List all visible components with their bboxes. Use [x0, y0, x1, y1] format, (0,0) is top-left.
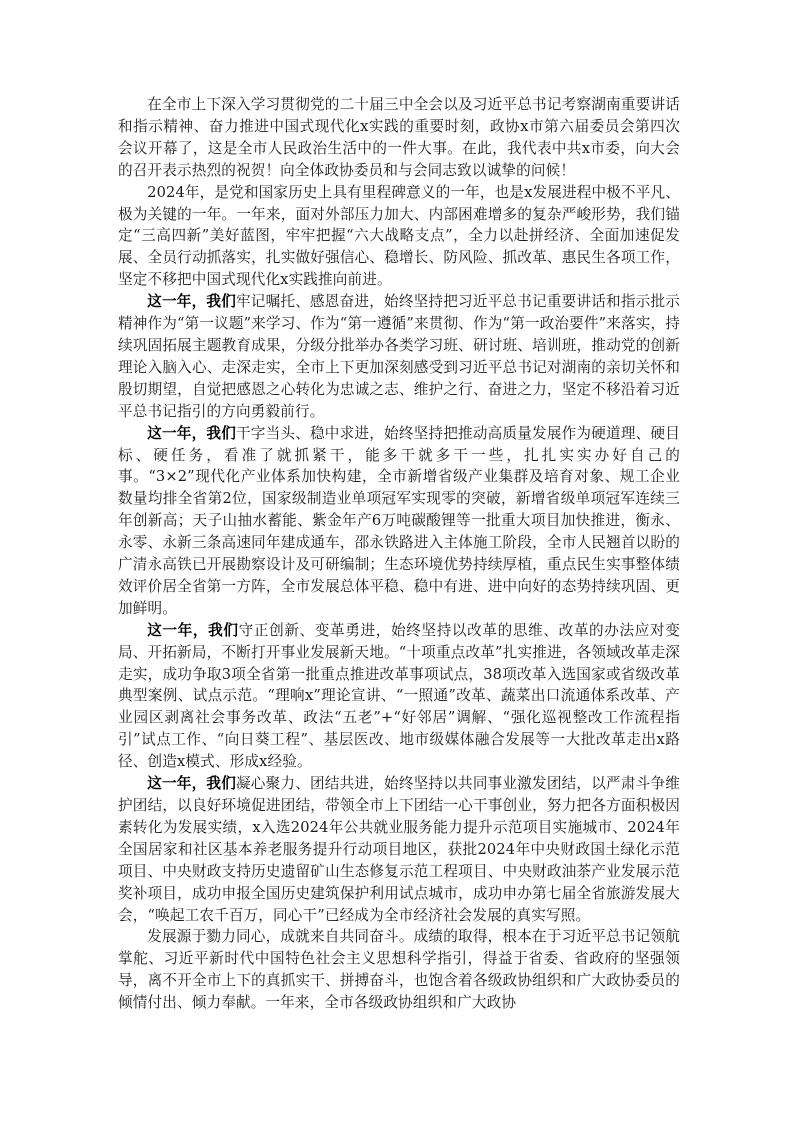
paragraph-opening — [118, 94, 680, 182]
paragraph-development — [118, 423, 680, 620]
paragraph-lead: 这一年，我们 — [147, 293, 236, 311]
paragraph-text: 发展源于勠力同心，成就来自共同奋斗。成绩的取得，根本在于习近平总书记领航掌舵、习近平新时代中国特色社会主义思想科学指引，得益于省委、省政府的坚强领导，离不开全市上下的真抓实干、拼搏奋斗，也饱含着各级政协组织和广大政协委员的倾情付出、倾力奉献。一年来，全市各级政协组织和广大政协 — [118, 928, 680, 1012]
paragraph-achievements — [118, 926, 680, 1014]
paragraph-gratitude — [118, 291, 680, 422]
paragraph-text: 牢记嘱托、感恩奋进，始终坚持把习近平总书记重要讲话和指示批示精神作为“第一议题”来学习、作为“第一遵循”来贯彻、作为“第一政治要件”来落实，持续巩固拓展主题教育成果，分级分批举办各类学习班、研讨班、培训班，推动党的创新理论入脑入心、走深走实，全市上下更加深刻感受到习近平总书记对湖南的亲切关怀和殷切期望，自觉把感恩之心转化为忠诚之志、维护之行、奋进之力，坚定不移沿着习近平总书记指引的方向勇毅前行。 — [118, 293, 680, 420]
paragraph-lead: 这一年，我们 — [147, 621, 239, 639]
paragraph-text: 2024年，是党和国家历史上具有里程碑意义的一年，也是x发展进程中极不平凡、极为关键的一年。一年来，面对外部压力加大、内部困难增多的复杂严峻形势，我们锚定“三高四新”美好蓝图，牢牢把握“六大战略支点”，全力以赴拼经济、全面加速促发展、全员行动抓落实，扎实做好强信心、稳增长、防风险、抓改革、惠民生各项工作，坚定不移把中国式现代化x实践推向前进。 — [118, 183, 680, 289]
paragraph-text: 凝心聚力、团结共进，始终坚持以共同事业激发团结，以严肃斗争维护团结，以良好环境促进团结，带领全市上下团结一心干事创业，努力把各方面积极因素转化为发展实绩，x入选2024年公共就业服务能力提升示范项目实施城市、2024年全国居家和社区基本养老服务提升行动项目地区，获批2024年中央财政国土绿化示范项目、中央财政支持历史遗留矿山生态修复示范工程项目、中央财政油茶产业发展示范奖补项目，成功申报全国历史建筑保护利用试点城市，成功申办第七届全省旅游发展大会，“唤起工农千百万，同心干”已经成为全市经济社会发展的真实写照。 — [118, 775, 680, 924]
paragraph-lead: 这一年，我们 — [147, 424, 236, 442]
paragraph-text: 守正创新、变革勇进，始终坚持以改革的思维、改革的办法应对变局、开拓新局，不断打开事业发展新天地。“十项重点改革”扎实推进，各领域改革走深走实，成功争取3项全省第一批重点推进改革事项试点，38项改革入选国家或省级改革典型案例、试点示范。“理响x”理论宣讲、“一照通”改革、蔬菜出口流通体系改革、产业园区剥离社会事务改革、政法“五老”+“好邻居”调解、“强化巡视整改工作流程指引”试点工作、“向日葵工程”、基层医改、地市级媒体融合发展等一大批改革走出x路径、创造x模式、形成x经验。 — [118, 621, 680, 771]
paragraph-reform — [118, 620, 680, 773]
paragraph-unity — [118, 773, 680, 926]
paragraph-2024-overview — [118, 182, 680, 292]
document-page — [118, 94, 680, 1014]
paragraph-lead: 这一年，我们 — [147, 775, 236, 793]
paragraph-text: 在全市上下深入学习贯彻党的二十届三中全会以及习近平总书记考察湖南重要讲话和指示精神、奋力推进中国式现代化x实践的重要时刻，政协x市第六届委员会第四次会议开幕了，这是全市人民政治生活中的一件大事。在此，我代表中共x市委，向大会的召开表示热烈的祝贺！向全体政协委员和与会同志致以诚挚的问候！ — [118, 96, 680, 179]
paragraph-text: 干字当头、稳中求进，始终坚持把推动高质量发展作为硬道理、硬目标、硬任务，看准了就抓紧干，能多干就多干一些，扎扎实实办好自己的事。“3×2”现代化产业体系加快构建，全市新增省级产业集群及培育对象、规工企业数量均排全省第2位，国家级制造业单项冠军实现零的突破，新增省级单项冠军连续三年创新高；天子山抽水蓄能、紫金年产6万吨碳酸锂等一批重大项目加快推进，衡永、永零、永新三条高速同年建成通车，邵永铁路进入主体施工阶段，全市人民翘首以盼的广清永高铁已开展勘察设计及可研编制；生态环境优势持续厚植，重点民生实事整体绩效评价居全省第一方阵，全市发展总体平稳、稳中有进、进中向好的态势持续巩固、更加鲜明。 — [118, 424, 680, 617]
